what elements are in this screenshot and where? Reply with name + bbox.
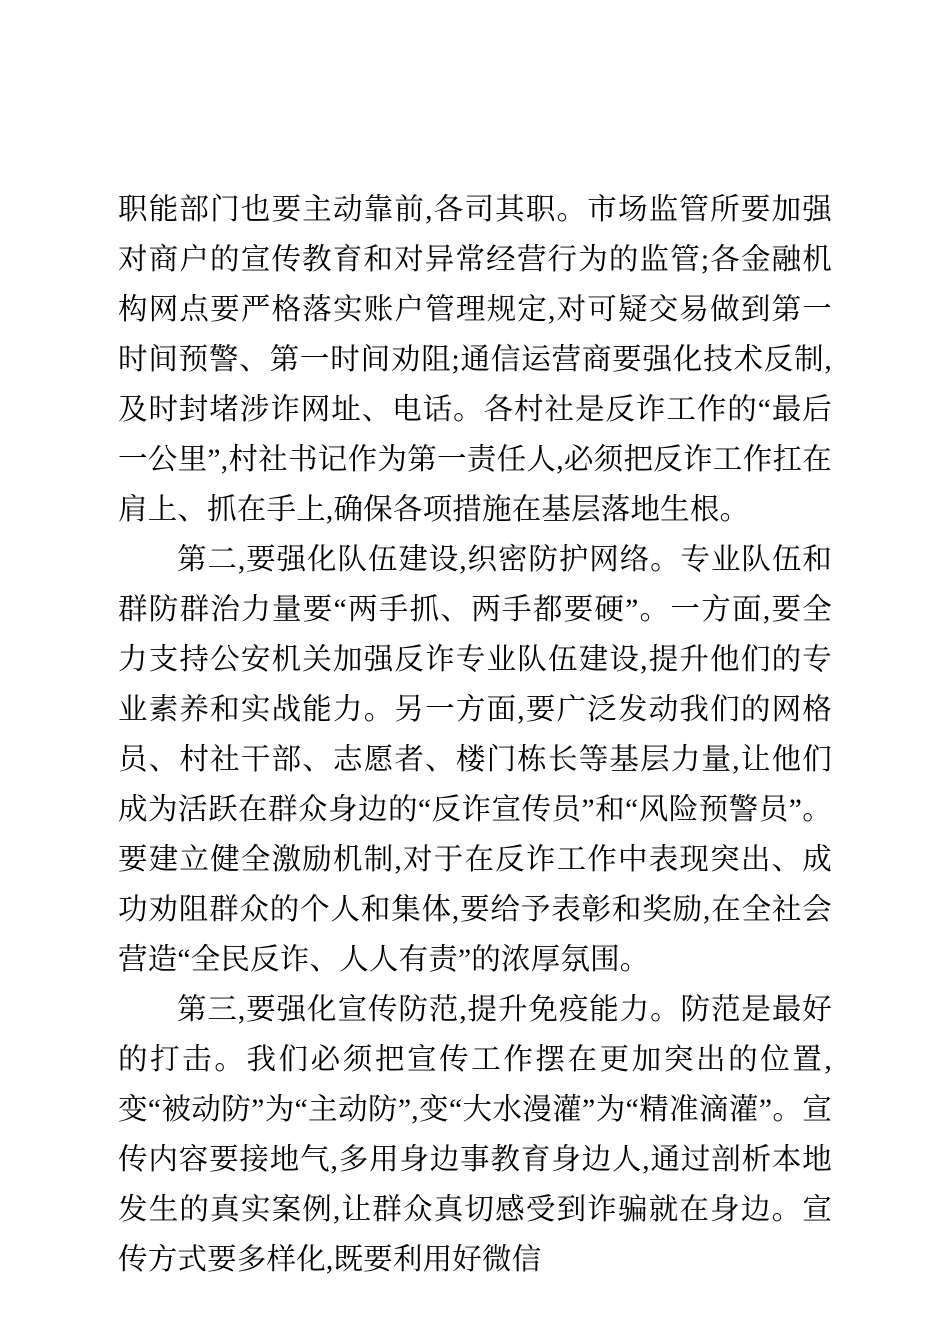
paragraph: 第二,要强化队伍建设,织密防护网络。专业队伍和群防群治力量要“两手抓、两手都要硬”。一方面,要全力支持公安机关加强反诈专业队伍建设,提升他们的专业素养和实战能力。另一方面,要广泛发动我们的网格员、村社干部、志愿者、楼门栋长等基层力量,让他们成为活跃在群众身边的“反诈宣传员”和“风险预警员”。要建立健全激励机制,对于在反诈工作中表现突出、成功劝阻群众的个人和集体,要给予表彰和奖励,在全社会营造“全民反诈、人人有责”的浓厚氛围。 [118, 544, 832, 976]
document-body [118, 185, 832, 1285]
paragraph: 第三,要强化宣传防范,提升免疫能力。防范是最好的打击。我们必须把宣传工作摆在更加突出的位置,变“被动防”为“主动防”,变“大水漫灌”为“精准滴灌”。宣传内容要接地气,多用身边事教育身边人,通过剖析本地发生的真实案例,让群众真切感受到诈骗就在身边。宣传方式要多样化,既要利用好微信 [118, 994, 832, 1276]
paragraph: 职能部门也要主动靠前,各司其职。市场监管所要加强对商户的宣传教育和对异常经营行为的监管;各金融机构网点要严格落实账户管理规定,对可疑交易做到第一时间预警、第一时间劝阻;通信运营商要强化技术反制,及时封堵涉诈网址、电话。各村社是反诈工作的“最后一公里”,村社书记作为第一责任人,必须把反诈工作扛在肩上、抓在手上,确保各项措施在基层落地生根。 [118, 194, 832, 526]
